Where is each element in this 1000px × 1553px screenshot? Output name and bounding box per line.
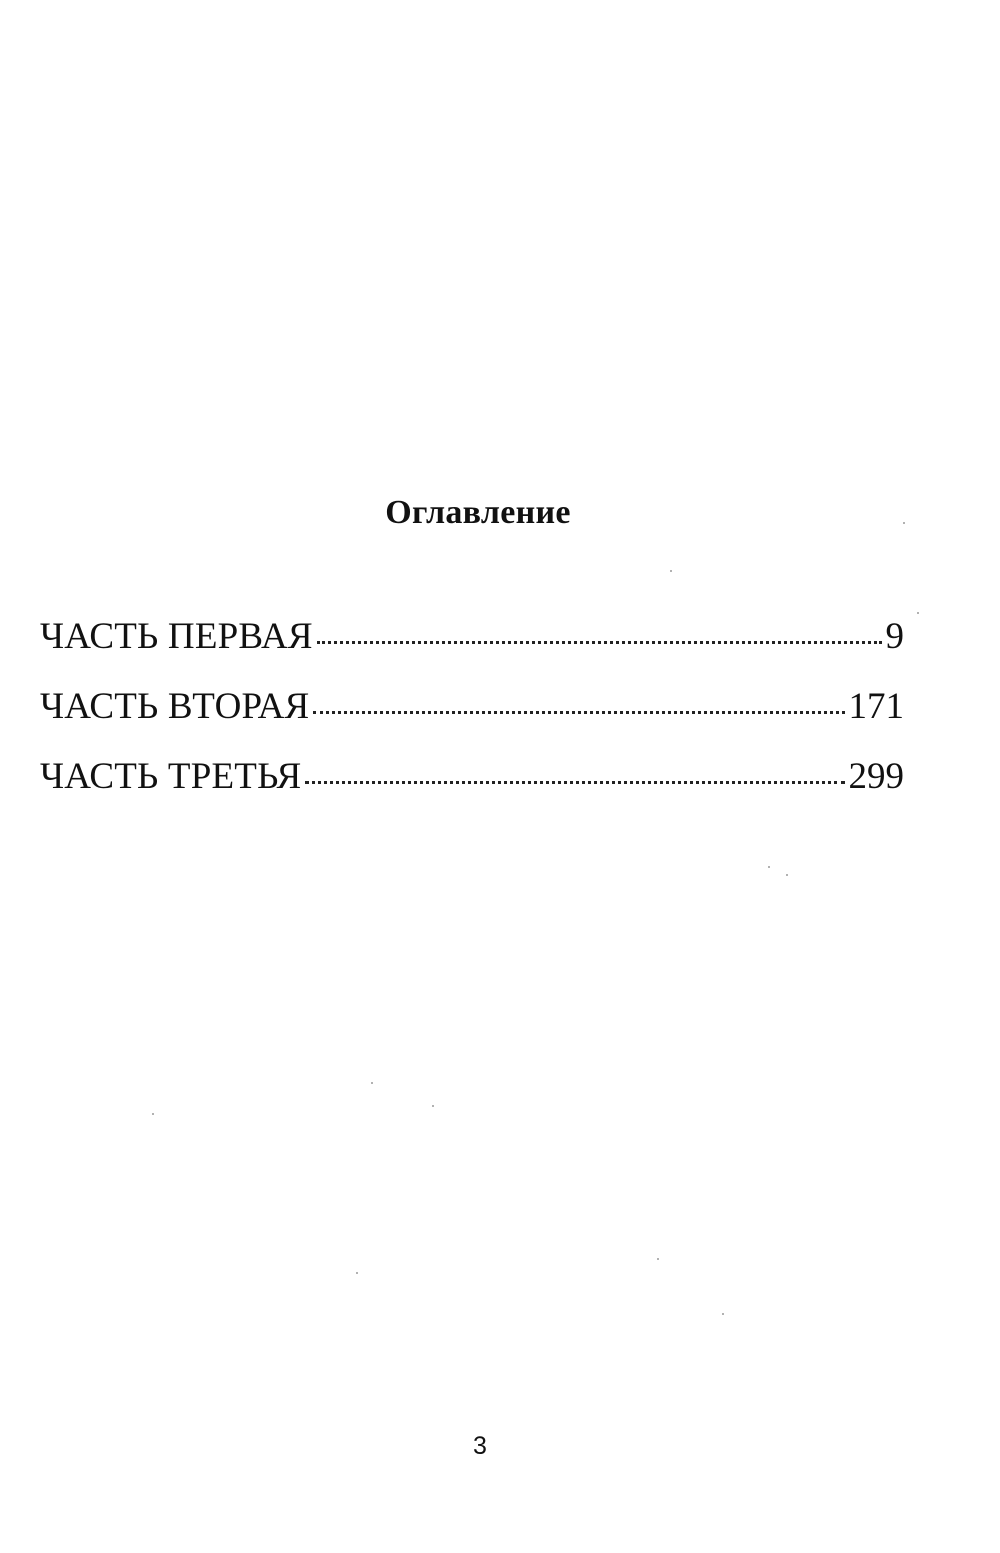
toc-entry-part-two — [40, 680, 904, 750]
scan-speck — [371, 1082, 373, 1084]
table-of-contents — [40, 610, 904, 820]
dot-leader — [313, 711, 844, 714]
toc-heading: Оглавление — [385, 494, 571, 531]
scan-speck — [670, 570, 672, 572]
scan-speck — [657, 1258, 659, 1260]
toc-entry-page: 9 — [885, 616, 904, 657]
toc-entry-title: ЧАСТЬ ВТОРАЯ — [40, 686, 310, 727]
toc-entry-title: ЧАСТЬ ПЕРВАЯ — [40, 616, 313, 657]
dot-leader — [305, 781, 844, 784]
toc-entry-title: ЧАСТЬ ТРЕТЬЯ — [40, 756, 302, 797]
scan-speck — [356, 1272, 358, 1274]
scan-speck — [722, 1313, 724, 1315]
scan-speck — [768, 866, 770, 868]
scan-speck — [917, 612, 919, 614]
scan-speck — [786, 874, 788, 876]
dot-leader — [317, 641, 882, 644]
toc-entry-part-three — [40, 750, 904, 820]
toc-entry-page: 171 — [848, 686, 904, 727]
page-number: 3 — [473, 1432, 487, 1460]
toc-entry-page: 299 — [848, 756, 904, 797]
scan-speck — [903, 522, 905, 524]
toc-entry-part-one — [40, 610, 904, 680]
scan-speck — [432, 1105, 434, 1107]
scan-speck — [152, 1113, 154, 1115]
